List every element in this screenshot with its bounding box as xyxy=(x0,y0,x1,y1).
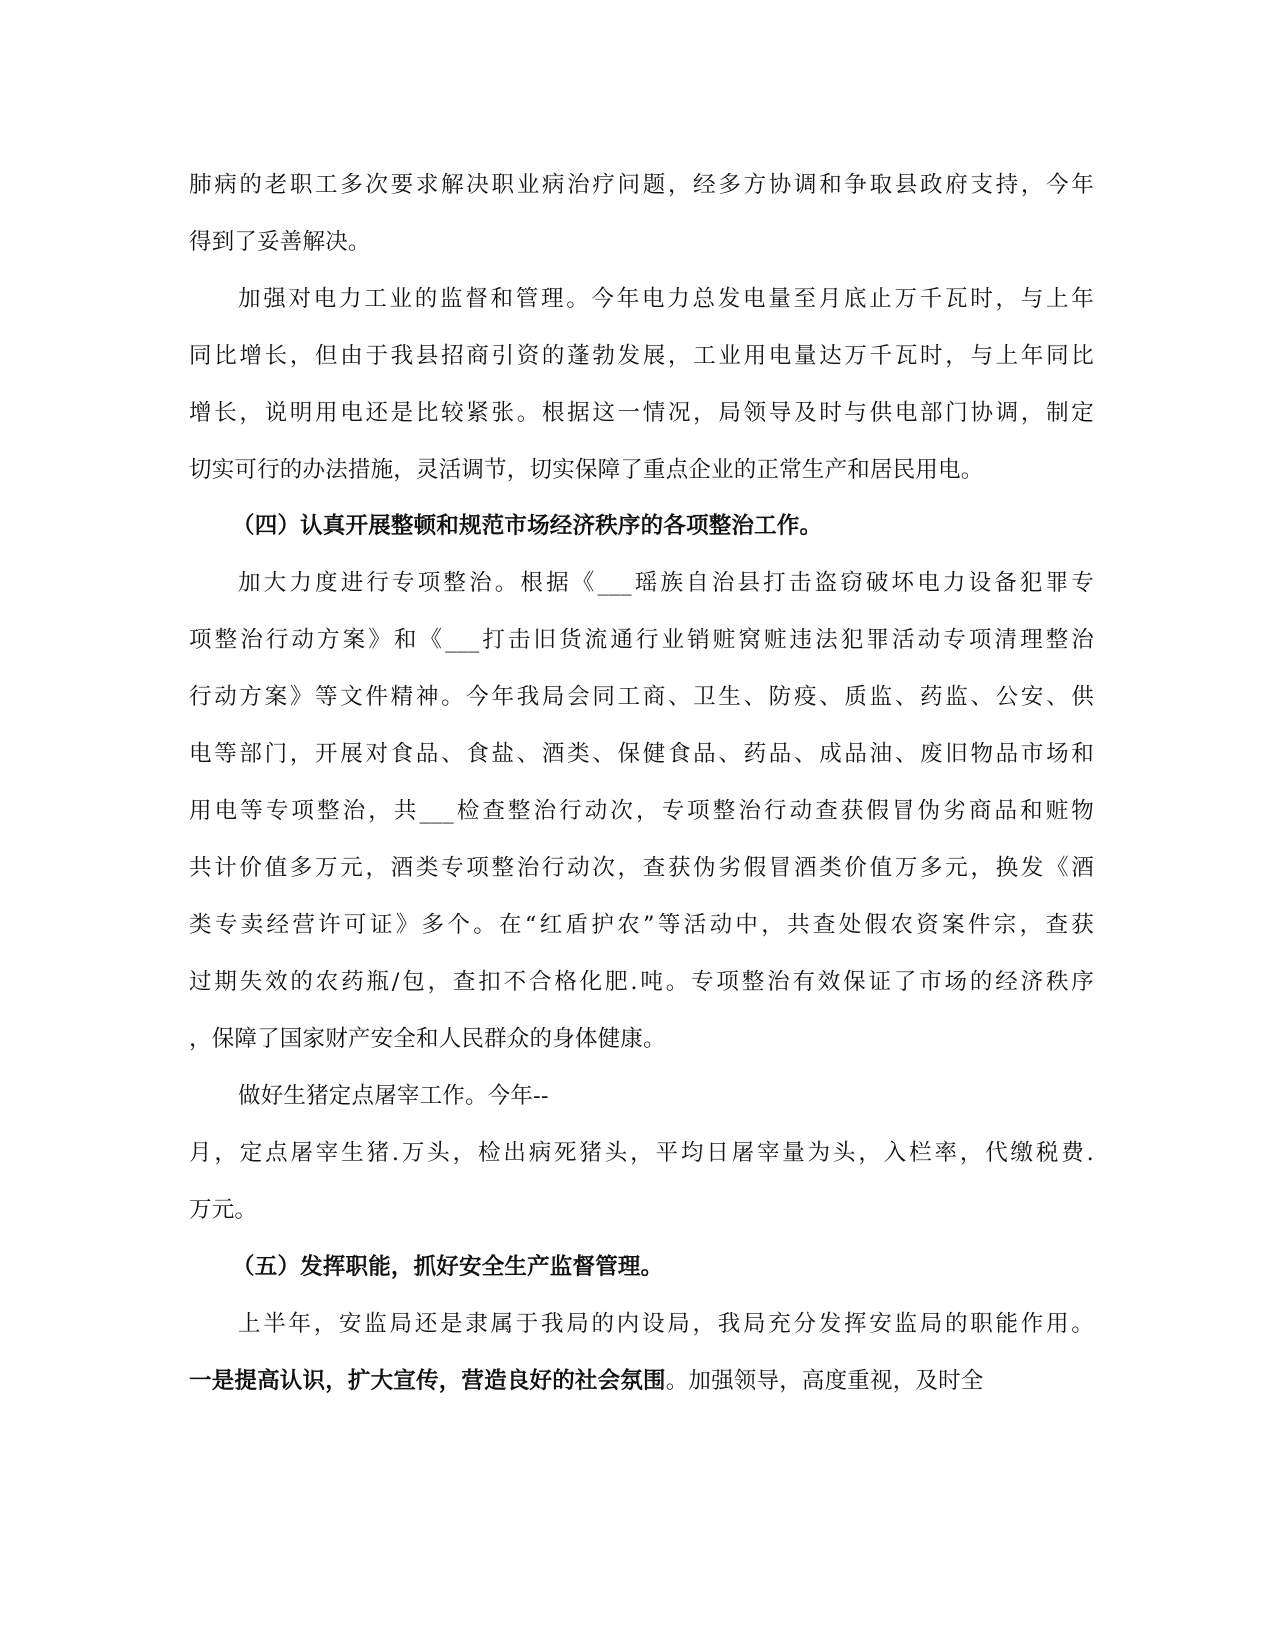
paragraph-line: 类专卖经营许可证》多个。在“红盾护农”等活动中，共查处假农资案件宗，查获 xyxy=(189,912,1094,938)
bold-lead-phrase: 一是提高认识，扩大宣传，营造良好的社会氛围 xyxy=(189,1368,666,1394)
paragraph-line: ，保障了国家财产安全和人民群众的身体健康。 xyxy=(189,1026,666,1052)
paragraph-line: 肺病的老职工多次要求解决职业病治疗问题，经多方协调和争取县政府支持，今年 xyxy=(189,172,1094,198)
section-heading-five: （五）发挥职能，抓好安全生产监督管理。 xyxy=(232,1254,664,1280)
paragraph-line: 项整治行动方案》和《___打击旧货流通行业销赃窝赃违法犯罪活动专项清理整治 xyxy=(189,627,1094,653)
paragraph-line: 上半年，安监局还是隶属于我局的内设局，我局充分发挥安监局的职能作用。 xyxy=(238,1311,1094,1337)
section-heading-four: （四）认真开展整顿和规范市场经济秩序的各项整治工作。 xyxy=(232,513,823,539)
paragraph-line: 加强对电力工业的监督和管理。今年电力总发电量至月底止万千瓦时，与上年 xyxy=(238,286,1094,312)
paragraph-line: 过期失效的农药瓶/包，查扣不合格化肥.吨。专项整治有效保证了市场的经济秩序 xyxy=(189,969,1094,995)
paragraph-line: 月，定点屠宰生猪.万头，检出病死猪头，平均日屠宰量为头，入栏率，代缴税费. xyxy=(189,1140,1094,1166)
paragraph-line-rest: 。加强领导，高度重视，及时全 xyxy=(665,1368,984,1394)
paragraph-line: 切实可行的办法措施，灵活调节，切实保障了重点企业的正常生产和居民用电。 xyxy=(189,457,984,483)
paragraph-line: 行动方案》等文件精神。今年我局会同工商、卫生、防疫、质监、药监、公安、供 xyxy=(189,684,1094,710)
paragraph-line: 加大力度进行专项整治。根据《___瑶族自治县打击盗窃破坏电力设备犯罪专 xyxy=(238,570,1094,596)
paragraph-line: 做好生猪定点屠宰工作。今年-- xyxy=(238,1083,549,1109)
paragraph-line: 电等部门，开展对食品、食盐、酒类、保健食品、药品、成品油、废旧物品市场和 xyxy=(189,741,1094,767)
paragraph-line: 增长，说明用电还是比较紧张。根据这一情况，局领导及时与供电部门协调，制定 xyxy=(189,400,1094,426)
paragraph-line: 得到了妥善解决。 xyxy=(189,229,371,255)
paragraph-line: 用电等专项整治，共___检查整治行动次，专项整治行动查获假冒伪劣商品和赃物 xyxy=(189,798,1094,824)
paragraph-line: 万元。 xyxy=(189,1197,258,1223)
paragraph-line: 共计价值多万元，酒类专项整治行动次，查获伪劣假冒酒类价值万多元，换发《酒 xyxy=(189,855,1094,881)
paragraph-line: 同比增长，但由于我县招商引资的蓬勃发展，工业用电量达万千瓦时，与上年同比 xyxy=(189,343,1094,369)
paragraph-line-mixed xyxy=(189,1366,1094,1396)
